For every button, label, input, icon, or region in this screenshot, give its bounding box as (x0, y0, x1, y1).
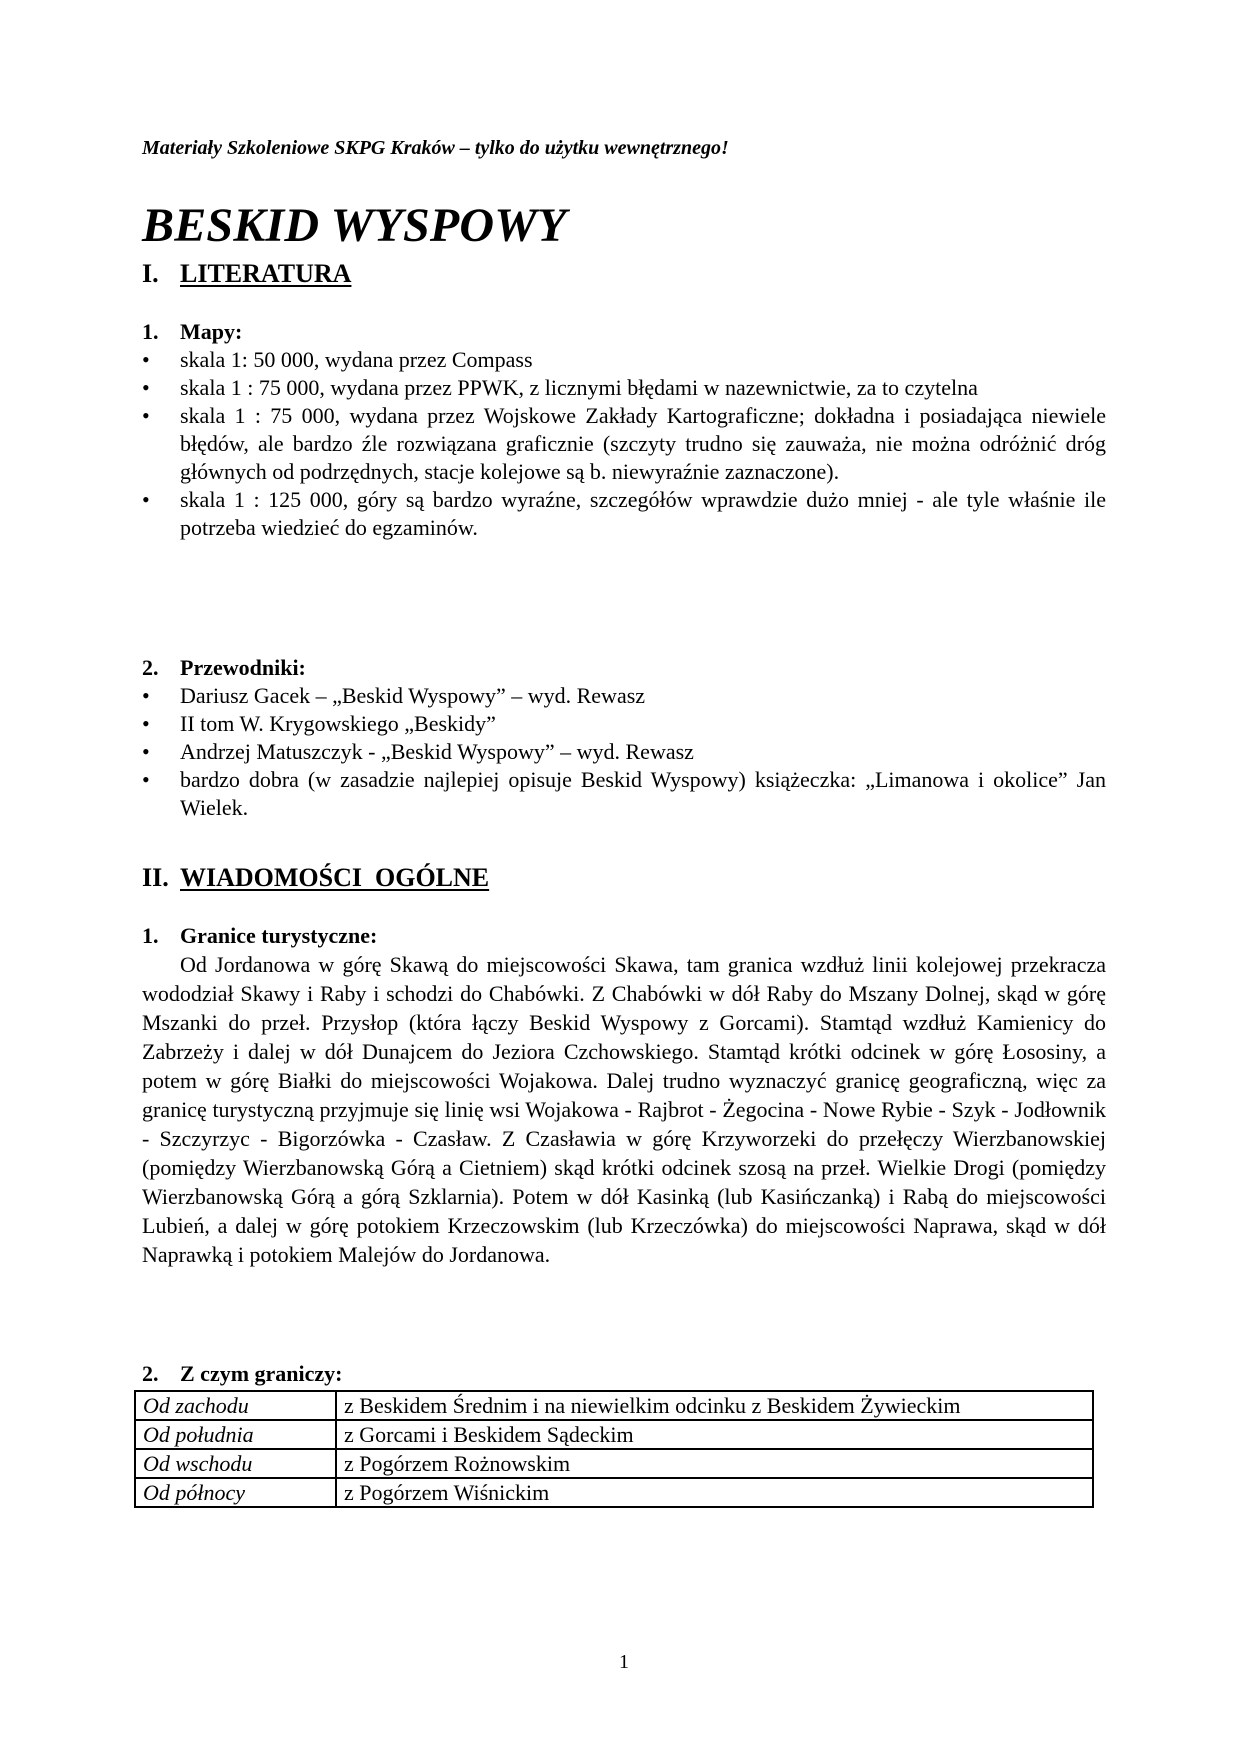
subsection-guides (142, 654, 1106, 822)
section-heading-literatura (142, 258, 351, 290)
bullet-icon: • (142, 375, 150, 400)
table-row (135, 1391, 1093, 1420)
bullet-icon: • (142, 711, 150, 736)
list-item: • skala 1 : 75 000, wydana przez PPWK, z licznymi błędami w nazewnictwie, za to czytelna (142, 375, 978, 400)
maps-list (142, 346, 1106, 542)
subsection-title: Z czym graniczy: (180, 1361, 343, 1386)
neighbour-cell: z Pogórzem Wiśnickim (336, 1478, 1093, 1507)
page-number: 1 (619, 1651, 629, 1673)
subsection-number: 1. (142, 319, 159, 344)
section-number: II. (142, 863, 169, 892)
list-item: • Dariusz Gacek – „Beskid Wyspowy” – wyd. Rewasz (142, 683, 646, 708)
direction-cell: Od północy (135, 1478, 336, 1507)
subsection-number: 1. (142, 923, 159, 948)
list-item: • II tom W. Krygowskiego „Beskidy” (142, 711, 496, 736)
list-item: • bardzo dobra (w zasadzie najlepiej opisuje Beskid Wyspowy) książeczka: „Limanowa i okolice” Jan Wielek. (142, 767, 1106, 820)
neighbour-cell: z Gorcami i Beskidem Sądeckim (336, 1420, 1093, 1449)
header-note: Materiały Szkoleniowe SKPG Kraków – tylko do użytku wewnętrznego! (142, 137, 729, 159)
borders-paragraph: Od Jordanowa w górę Skawą do miejscowości Skawa, tam granica wzdłuż linii kolejowej przekracza wododział Skawy i Raby i schodzi do Chabówki. Z Chabówki w dół Raby do Mszany Dolnej, skąd w górę Mszanki do przeł. Przysłop (która łączy Beskid Wyspowy z Gorcami). Stamtąd wzdłuż Kamienicy do Zabrzeży i dalej w dół Dunajcem do Jeziora Czchowskiego. Stamtąd krótki odcinek w górę Łososiny, a potem w górę Białki do miejscowości Wojakowa. Dalej trudno wyznaczyć granicę geograficzną, więc za granicę turystyczną przyjmuje się linię wsi Wojakowa - Rajbrot - Żegocina - Nowe Rybie - Szyk - Jodłownik - Szczyrzyc - Bigorzówka - Czasław. Z Czasławia w górę Krzyworzeki do przełęczy Wierzbanowskiej (pomiędzy Wierzbanowską Górą a Cietniem) skąd krótki odcinek szosą na przeł. Wielkie Drogi (pomiędzy Wierzbanowską Górą a górą Szklarnia). Potem w dół Kasinką (lub Kasińczanką) i Rabą do miejscowości Lubień, a dalej w górę potokiem Krzeczowskim (lub Krzeczówka) do miejscowości Naprawa, skąd w dół Naprawką i potokiem Malejów do Jordanowa. (142, 952, 1106, 1267)
section-title: WIADOMOŚCI OGÓLNE (180, 863, 490, 892)
list-item: • skala 1 : 75 000, wydana przez Wojskowe Zakłady Kartograficzne; dokładna i posiadająca niewiele błędów, ale bardzo źle rozwiązana graficznie (szczyty trudno się zauważa, nie można odróżnić dróg głównych od podrzędnych, stacje kolejowe są b. niewyraźnie zaznaczone). (142, 403, 1106, 484)
bullet-icon: • (142, 739, 150, 764)
subsection-maps (142, 318, 1106, 542)
section-title: LITERATURA (180, 259, 352, 288)
section-number: I. (142, 259, 159, 288)
subsection-number: 2. (142, 655, 159, 680)
table-row (135, 1420, 1093, 1449)
table-row (135, 1478, 1093, 1507)
neighbours-table (134, 1390, 1094, 1508)
direction-cell: Od zachodu (135, 1391, 336, 1420)
subsection-title: Mapy: (180, 319, 243, 344)
bullet-icon: • (142, 487, 150, 512)
bullet-icon: • (142, 683, 150, 708)
neighbour-cell: z Pogórzem Rożnowskim (336, 1449, 1093, 1478)
bullet-icon: • (142, 403, 150, 428)
subsection-number: 2. (142, 1361, 159, 1386)
guides-list (142, 682, 1106, 822)
list-item: • skala 1: 50 000, wydana przez Compass (142, 347, 533, 372)
section-heading-wiadomosci (142, 862, 489, 894)
subsection-heading-neighbours (142, 1360, 1106, 1388)
document-title: BESKID WYSPOWY (142, 199, 567, 252)
subsection-tourist-borders (142, 922, 1106, 1269)
list-item: • Andrzej Matuszczyk - „Beskid Wyspowy” – wyd. Rewasz (142, 739, 694, 764)
direction-cell: Od wschodu (135, 1449, 336, 1478)
list-item: • skala 1 : 125 000, góry są bardzo wyraźne, szczegółów wprawdzie dużo mniej - ale tyle właśnie ile potrzeba wiedzieć do egzaminów. (142, 487, 1106, 540)
neighbour-cell: z Beskidem Średnim i na niewielkim odcinku z Beskidem Żywieckim (336, 1391, 1093, 1420)
subsection-heading-maps (142, 318, 1106, 346)
bullet-icon: • (142, 347, 150, 372)
direction-cell: Od południa (135, 1420, 336, 1449)
bullet-icon: • (142, 767, 150, 792)
subsection-heading-borders (142, 922, 1106, 950)
subsection-neighbours (142, 1360, 1106, 1388)
subsection-title: Przewodniki: (180, 655, 306, 680)
subsection-title: Granice turystyczne: (180, 923, 378, 948)
table-row (135, 1449, 1093, 1478)
subsection-heading-guides (142, 654, 1106, 682)
